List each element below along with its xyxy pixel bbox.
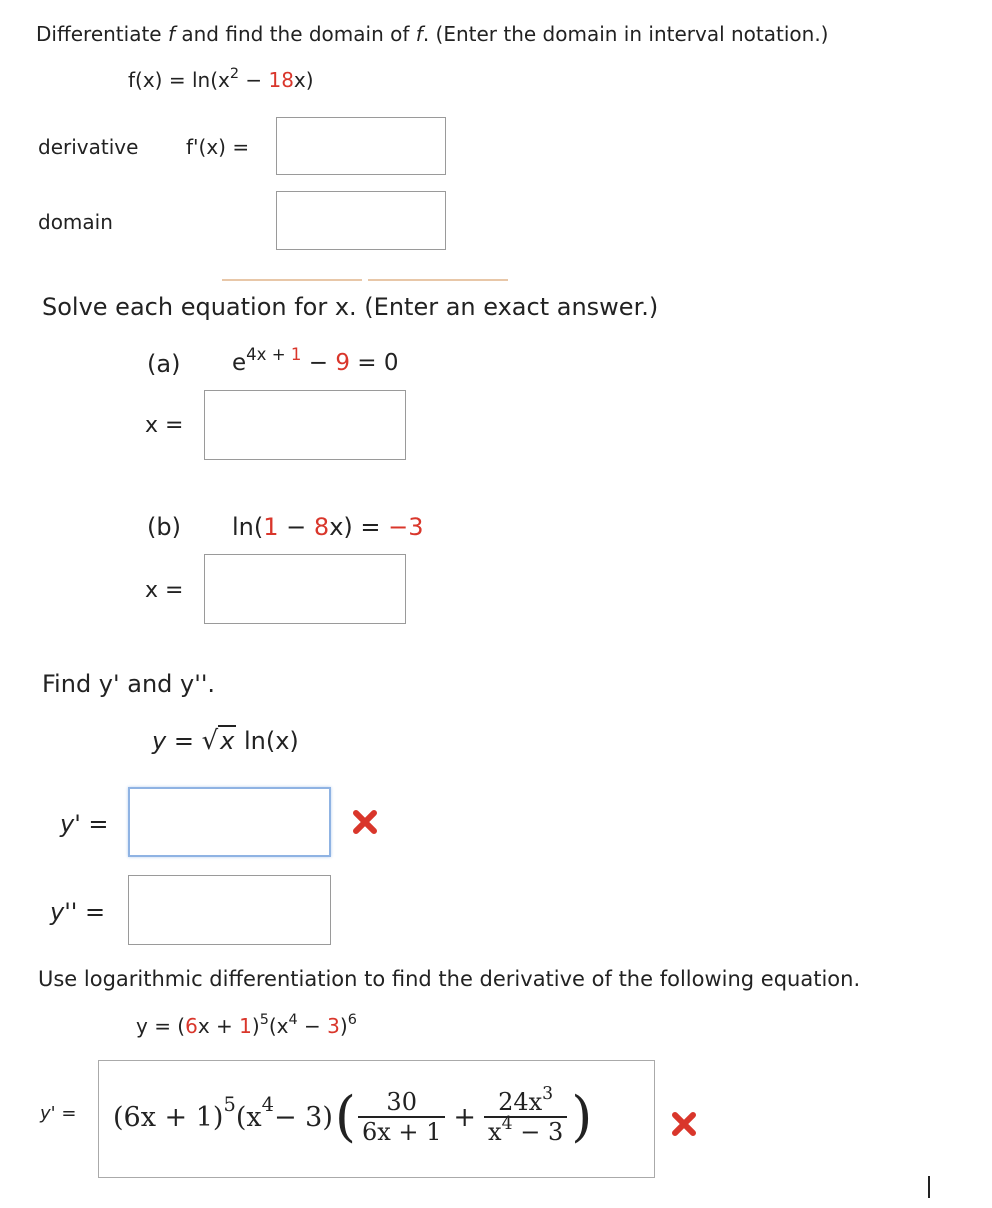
incorrect-x-icon bbox=[670, 1110, 698, 1138]
part-a-label: (a) bbox=[147, 350, 181, 378]
sqrt-icon: √ bbox=[201, 726, 219, 756]
y-double-prime-input[interactable] bbox=[128, 875, 331, 945]
fraction-24x3: $\frac{24x^3}{x^4 - 3}$ bbox=[484, 1088, 567, 1146]
text-cursor bbox=[928, 1176, 930, 1198]
derivative-input[interactable] bbox=[276, 117, 446, 175]
y-prime-label: y' = bbox=[60, 810, 109, 838]
y-prime-input[interactable] bbox=[128, 787, 331, 857]
part-b-label: (b) bbox=[147, 513, 181, 541]
q2-instruction: Solve each equation for x. (Enter an exact answer.) bbox=[42, 293, 659, 321]
left-paren-icon: ( bbox=[334, 1085, 356, 1148]
q4-equation: $y = (6x + 1)^5(x^4 - 3)^6$ bbox=[136, 1012, 357, 1038]
part-a-input[interactable] bbox=[204, 390, 406, 460]
derivative-prompt: f'(x) = bbox=[186, 135, 250, 159]
q4-instruction: Use logarithmic differentiation to find the derivative of the following equation. bbox=[38, 967, 861, 991]
incorrect-x-icon bbox=[351, 808, 379, 836]
part-b-equation: ln(1 − 8x) = −3 bbox=[232, 513, 424, 541]
q1-function: $f(x) = \ln(x^2 - 18x)$ bbox=[128, 66, 314, 92]
log-deriv-expression: (6x + 1) 5 (x 4 − 3) ( $\frac{30}{6x + 1}$ + $\frac{24x^3}{x^4 - 3}$ ) bbox=[113, 1084, 593, 1148]
derivative-label: derivative bbox=[38, 135, 139, 159]
q3-instruction: Find y' and y''. bbox=[42, 670, 216, 698]
domain-input[interactable] bbox=[276, 191, 446, 250]
log-deriv-label: y' = bbox=[40, 1103, 77, 1124]
right-paren-icon: ) bbox=[571, 1085, 593, 1148]
part-a-equation: $e^{4x + 1} - 9 = 0$ bbox=[232, 344, 399, 376]
part-b-input[interactable] bbox=[204, 554, 406, 624]
domain-label: domain bbox=[38, 210, 113, 234]
part-b-answer-label: x = bbox=[145, 578, 184, 603]
fraction-30: $\frac{30}{6x + 1}$ bbox=[358, 1088, 445, 1146]
divider-right bbox=[368, 279, 508, 281]
y-double-prime-label: y'' = bbox=[50, 898, 106, 926]
q1-instruction: Differentiate f and find the domain of f. (Enter the domain in interval notation.) bbox=[36, 22, 829, 46]
log-deriv-answer-box[interactable] bbox=[98, 1060, 655, 1178]
part-a-answer-label: x = bbox=[145, 413, 184, 438]
divider-left bbox=[222, 279, 362, 281]
q3-equation: y = √x ln(x) bbox=[152, 726, 299, 756]
